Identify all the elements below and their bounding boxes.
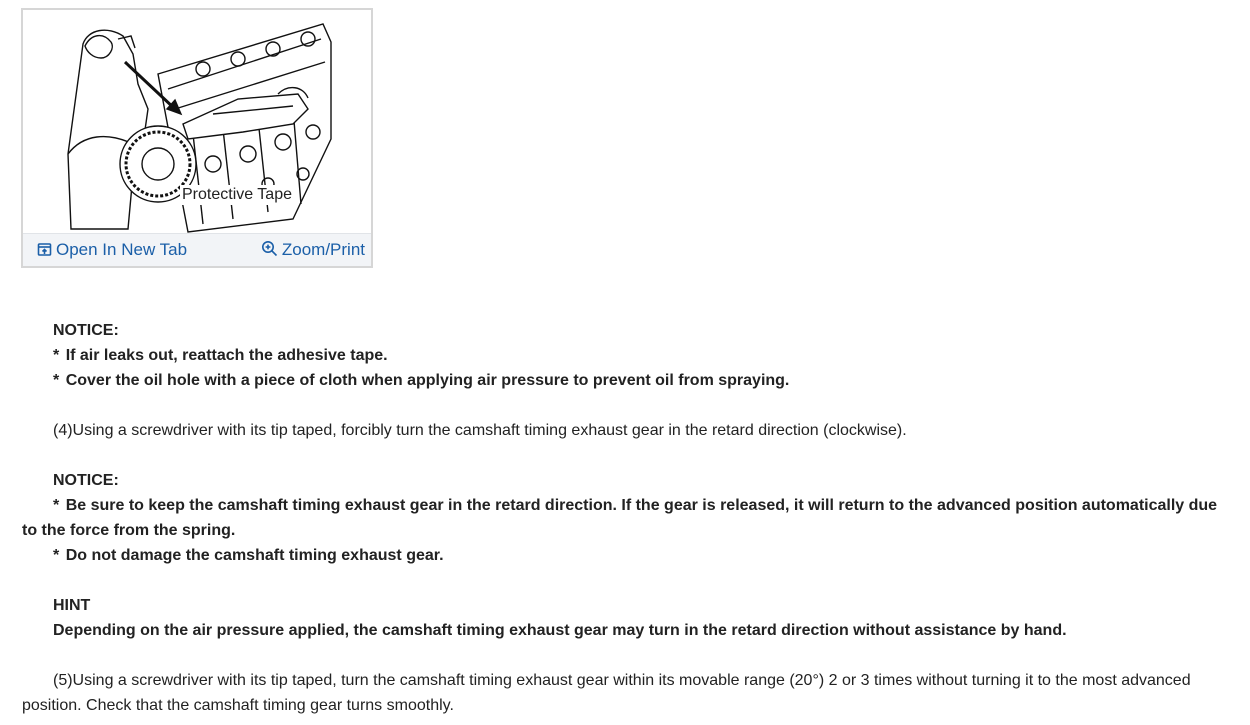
bullet-marker: * (53, 347, 60, 364)
notice-heading: NOTICE: (53, 322, 119, 339)
zoom-in-icon (261, 240, 278, 257)
zoom-print-link[interactable] (261, 240, 365, 260)
bullet-marker: * (53, 497, 60, 514)
step-5: (5)Using a screwdriver with its tip taped, turn the camshaft timing exhaust gear within its movable range (20°) 2 or 3 times without turning it to the most advanced position. Check that the camshaft timing gear turns smoothly. (22, 672, 1191, 714)
notice-heading: NOTICE: (53, 472, 119, 489)
hint-heading: HINT (53, 597, 91, 614)
notice-item: * If air leaks out, reattach the adhesive tape. (53, 347, 388, 364)
figure-toolbar (23, 233, 371, 266)
open-in-new-tab-link[interactable] (37, 240, 187, 260)
hint-text: Depending on the air pressure applied, the camshaft timing exhaust gear may turn in the retard direction without assistance by hand. (53, 622, 1067, 639)
notice-item: * Be sure to keep the camshaft timing exhaust gear in the retard direction. If the gear is released, it will return to the advanced position automatically due to the force from the spring. (22, 497, 1218, 539)
bullet-marker: * (53, 547, 60, 564)
open-in-new-tab-label: Open In New Tab (56, 240, 188, 259)
notice-item: * Cover the oil hole with a piece of cloth when applying air pressure to prevent oil from spraying. (53, 372, 790, 389)
figure-box (21, 8, 373, 268)
bullet-marker: * (53, 372, 60, 389)
procedure-content (22, 318, 1232, 718)
notice-item: * Do not damage the camshaft timing exhaust gear. (53, 547, 444, 564)
open-in-new-tab-icon (37, 242, 52, 257)
step-4: (4)Using a screwdriver with its tip taped, forcibly turn the camshaft timing exhaust gear in the retard direction (clockwise). (53, 422, 907, 439)
illustration-label: Protective Tape (182, 186, 292, 203)
zoom-print-label: Zoom/Print (281, 240, 365, 259)
